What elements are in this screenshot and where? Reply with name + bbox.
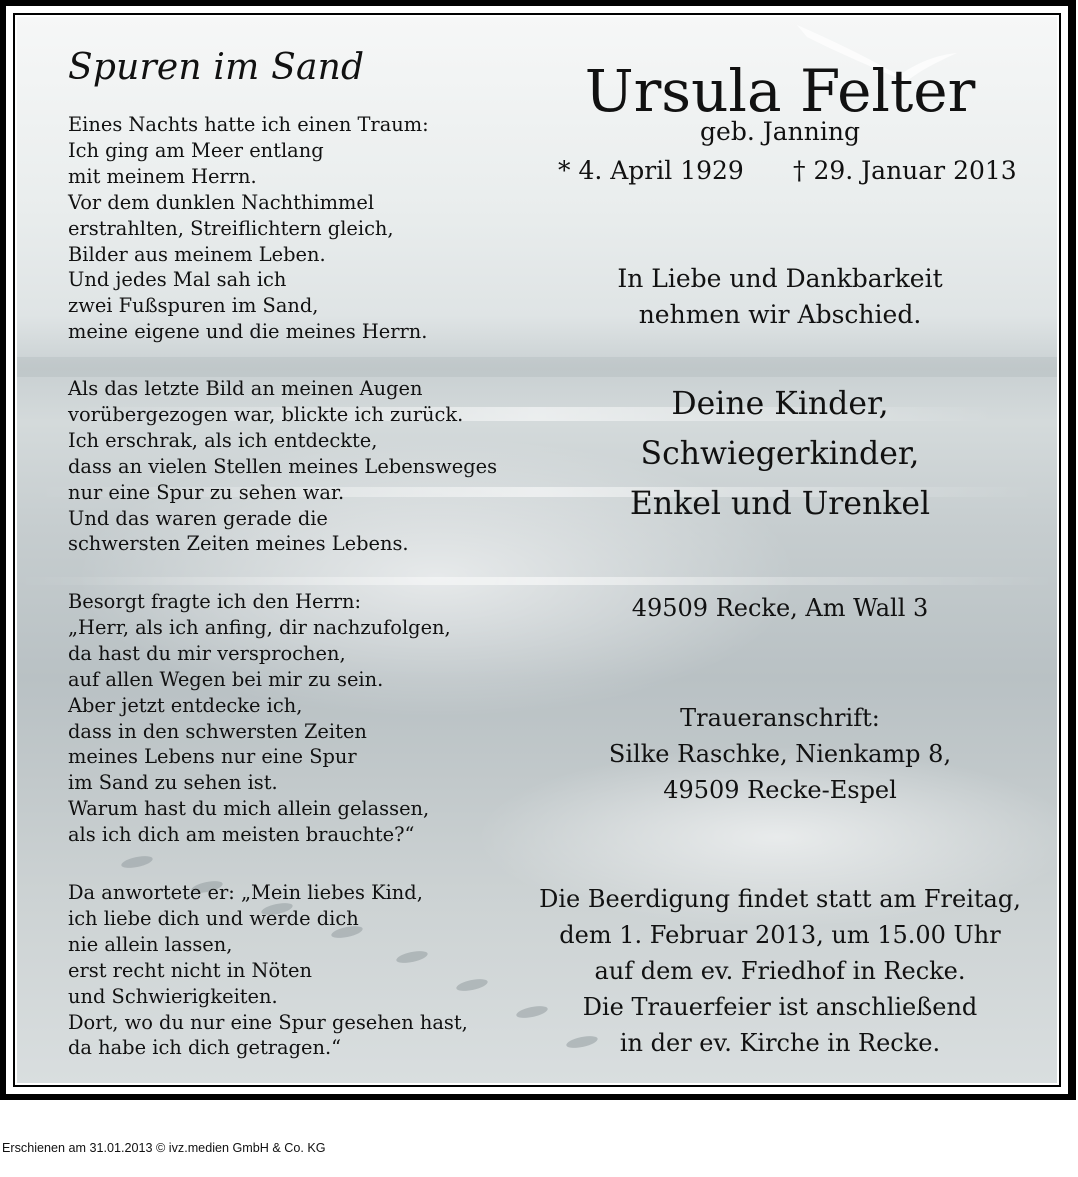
mourning-address-line: 49509 Recke-Espel xyxy=(663,776,897,804)
poem-line: als ich dich am meisten brauchte?“ xyxy=(68,823,415,847)
poem-line: Dort, wo du nur eine Spur gesehen hast, xyxy=(68,1010,468,1034)
maiden-name: geb. Janning xyxy=(700,117,860,146)
poem-line: vorübergezogen war, blickte ich zurück. xyxy=(68,402,464,426)
farewell-line: In Liebe und Dankbarkeit xyxy=(617,264,943,293)
funeral-line: Die Trauerfeier ist anschließend xyxy=(582,993,978,1021)
funeral-line: in der ev. Kirche in Recke. xyxy=(619,1029,941,1057)
poem-stanza-2 xyxy=(68,376,497,557)
poem-line: Warum hast du mich allein gelassen, xyxy=(68,797,430,821)
funeral-line: dem 1. Februar 2013, um 15.00 Uhr xyxy=(559,921,1001,949)
poem-line: Eines Nachts hatte ich einen Traum: xyxy=(68,113,429,136)
poem-line: Bilder aus meinem Leben. xyxy=(68,242,326,266)
poem-line: Aber jetzt entdecke ich, xyxy=(68,693,303,717)
mourning-address-line: Silke Raschke, Nienkamp 8, xyxy=(608,740,952,768)
poem-line: dass in den schwersten Zeiten xyxy=(68,719,367,743)
poem-line: mit meinem Herrn. xyxy=(68,164,257,188)
poem-line: Da anwortete er: „Mein liebes Kind, xyxy=(68,881,423,904)
deceased-name: Ursula Felter xyxy=(584,57,976,125)
poem-line: im Sand zu sehen ist. xyxy=(68,771,278,795)
poem-line: Und das waren gerade die xyxy=(68,506,328,530)
family-line: Schwiegerkinder, xyxy=(640,436,920,472)
poem-line: Ich erschrak, als ich entdeckte, xyxy=(68,428,378,452)
poem-stanza-1 xyxy=(68,112,429,345)
horizon-band xyxy=(17,357,1057,377)
family-line: Deine Kinder, xyxy=(671,386,889,422)
seascape-background xyxy=(17,17,1057,1083)
poem-line: zwei Fußspuren im Sand, xyxy=(68,294,319,318)
family-signature xyxy=(537,379,1023,529)
poem-line: Ich ging am Meer entlang xyxy=(68,138,324,162)
poem-line: nie allein lassen, xyxy=(68,932,233,956)
poem-line: da habe ich dich getragen.“ xyxy=(68,1036,342,1060)
poem-line: ich liebe dich und werde dich xyxy=(68,906,359,930)
family-line: Enkel und Urenkel xyxy=(629,486,931,522)
poem-line: erstrahlten, Streiflichtern gleich, xyxy=(68,216,394,240)
funeral-line: auf dem ev. Friedhof in Recke. xyxy=(594,957,966,985)
poem-line: dass an vielen Stellen meines Lebensweges xyxy=(68,454,498,478)
poem-line: Vor dem dunklen Nachthimmel xyxy=(68,190,375,214)
poem-line: auf allen Wegen bei mir zu sein. xyxy=(68,667,384,691)
poem-line: da hast du mir versprochen, xyxy=(68,641,346,665)
funeral-details xyxy=(537,881,1023,1061)
poem-line: „Herr, als ich anfing, dir nachzufolgen, xyxy=(68,615,451,639)
mourning-address xyxy=(537,700,1023,808)
farewell-text xyxy=(537,261,1023,333)
publication-footer: Erschienen am 31.01.2013 © ivz.medien GmbH & Co. KG xyxy=(2,1141,326,1155)
poem-line: Besorgt fragte ich den Herrn: xyxy=(68,590,362,613)
poem-line: und Schwierigkeiten. xyxy=(68,984,278,1008)
poem-line: Als das letzte Bild an meinen Augen xyxy=(68,377,423,400)
poem-title: Spuren im Sand xyxy=(68,47,365,88)
poem-line: meine eigene und die meines Herrn. xyxy=(68,320,428,344)
poem-line: schwersten Zeiten meines Lebens. xyxy=(68,532,409,556)
mourning-address-line: Traueranschrift: xyxy=(680,704,880,732)
poem-stanza-4 xyxy=(68,880,468,1061)
family-address: 49509 Recke, Am Wall 3 xyxy=(631,594,929,622)
life-dates xyxy=(537,154,1023,188)
poem-line: nur eine Spur zu sehen war. xyxy=(68,480,345,504)
poem-line: meines Lebens nur eine Spur xyxy=(68,745,357,769)
poem-line: Und jedes Mal sah ich xyxy=(68,268,287,292)
funeral-line: Die Beerdigung findet statt am Freitag, xyxy=(539,885,1021,913)
birth-date: * 4. April 1929 xyxy=(558,156,744,185)
death-date: † 29. Januar 2013 xyxy=(793,156,1017,185)
farewell-line: nehmen wir Abschied. xyxy=(638,300,922,329)
poem-line: erst recht nicht in Nöten xyxy=(68,958,312,982)
poem-stanza-3 xyxy=(68,589,451,848)
